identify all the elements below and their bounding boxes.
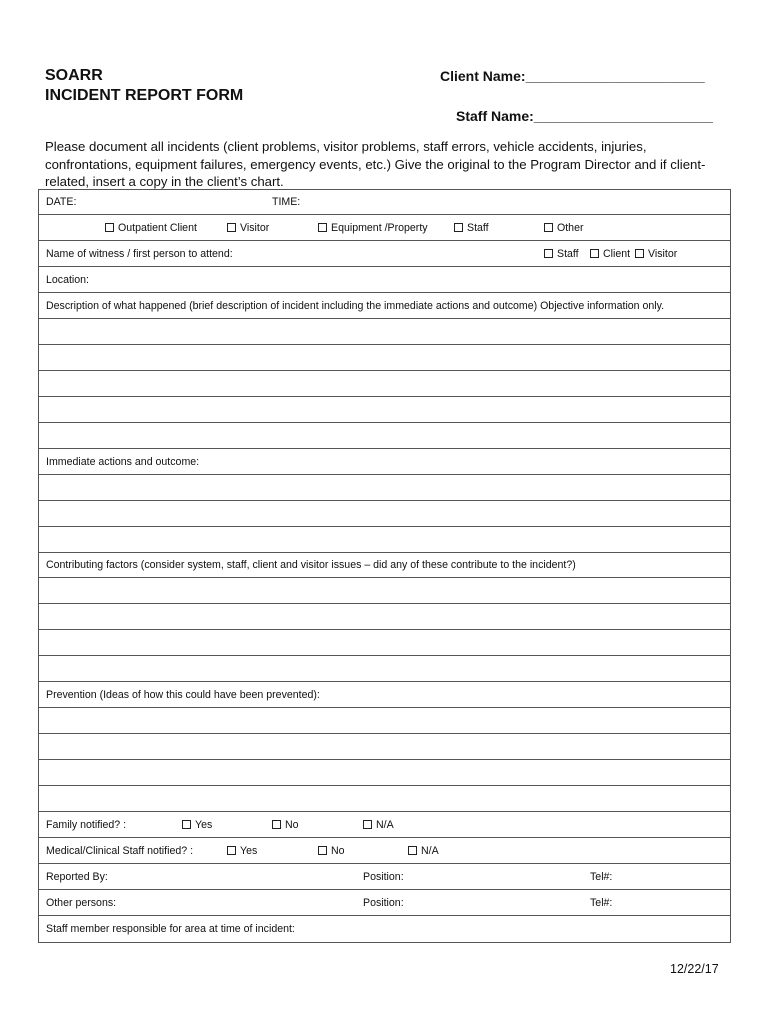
incident-type-row xyxy=(39,215,730,241)
date-label: DATE: xyxy=(46,196,77,208)
witness-row xyxy=(39,241,730,267)
checkbox-other[interactable]: Other xyxy=(544,222,584,234)
checkbox-medical-yes[interactable]: Yes xyxy=(227,845,257,857)
intro-text: Please document all incidents (client problems, visitor problems, staff errors, vehicle accidents, injuries, confrontations, equipment failures, emergency events, etc.) Give the original to the Program Director and if client-related, insert a copy in the client’s chart. xyxy=(45,139,706,189)
checkbox-medical-no[interactable]: No xyxy=(318,845,345,857)
medical-notified-label: Medical/Clinical Staff notified? : xyxy=(46,844,194,857)
prevention-row xyxy=(39,682,730,708)
contributing-factors-row xyxy=(39,553,730,578)
immediate-actions-line[interactable] xyxy=(39,501,730,527)
contributing-factors-label: Contributing factors (consider system, staff, client and visitor issues – did any of these contribute to the incident?) xyxy=(46,559,576,571)
immediate-actions-line[interactable] xyxy=(39,527,730,553)
checkbox-medical-na[interactable]: N/A xyxy=(408,845,439,857)
description-line[interactable] xyxy=(39,423,730,449)
prevention-label: Prevention (Ideas of how this could have been prevented): xyxy=(46,688,320,701)
checkbox-family-na[interactable]: N/A xyxy=(363,819,394,831)
footer-date: 12/22/17 xyxy=(670,962,719,976)
description-line[interactable] xyxy=(39,371,730,397)
prevention-line[interactable] xyxy=(39,708,730,734)
checkbox-family-yes[interactable]: Yes xyxy=(182,819,212,831)
staff-name-field[interactable]: Staff Name:_______________________ xyxy=(456,108,713,124)
reported-by-position-label: Position: xyxy=(363,870,404,883)
responsible-staff-row[interactable] xyxy=(39,916,730,942)
org-name: SOARR xyxy=(45,67,103,84)
contributing-factors-line[interactable] xyxy=(39,604,730,630)
prevention-line[interactable] xyxy=(39,786,730,812)
location-row[interactable] xyxy=(39,267,730,293)
other-persons-row[interactable] xyxy=(39,890,730,916)
location-label: Location: xyxy=(46,273,89,286)
checkbox-outpatient-client[interactable]: Outpatient Client xyxy=(105,222,197,234)
immediate-actions-line[interactable] xyxy=(39,475,730,501)
checkbox-witness-visitor[interactable]: Visitor xyxy=(635,248,677,260)
prevention-line[interactable] xyxy=(39,734,730,760)
immediate-actions-row xyxy=(39,449,730,475)
other-persons-label: Other persons: xyxy=(46,896,117,909)
incident-form-table xyxy=(38,189,731,943)
date-time-row xyxy=(39,190,730,215)
client-name-field[interactable]: Client Name:_______________________ xyxy=(440,68,705,84)
checkbox-equipment-property[interactable]: Equipment /Property xyxy=(318,222,428,234)
time-label: TIME: xyxy=(272,196,301,208)
medical-notified-row xyxy=(39,838,730,864)
checkbox-staff[interactable]: Staff xyxy=(454,222,489,234)
witness-label: Name of witness / first person to attend: xyxy=(46,247,233,260)
description-row xyxy=(39,293,730,319)
form-title: INCIDENT REPORT FORM xyxy=(45,87,244,104)
description-line[interactable] xyxy=(39,397,730,423)
reported-by-row[interactable] xyxy=(39,864,730,890)
family-notified-row xyxy=(39,812,730,838)
prevention-line[interactable] xyxy=(39,760,730,786)
description-line[interactable] xyxy=(39,345,730,371)
responsible-staff-label: Staff member responsible for area at time of incident: xyxy=(46,923,295,935)
other-persons-tel-label: Tel#: xyxy=(590,896,613,909)
other-persons-position-label: Position: xyxy=(363,896,404,909)
form-header xyxy=(45,66,243,106)
checkbox-witness-staff[interactable]: Staff xyxy=(544,248,579,260)
checkbox-family-no[interactable]: No xyxy=(272,819,299,831)
reported-by-label: Reported By: xyxy=(46,870,108,883)
checkbox-witness-client[interactable]: Client xyxy=(590,248,630,260)
checkbox-visitor[interactable]: Visitor xyxy=(227,222,269,234)
family-notified-label: Family notified? : xyxy=(46,818,127,831)
reported-by-tel-label: Tel#: xyxy=(590,870,613,883)
contributing-factors-line[interactable] xyxy=(39,630,730,656)
description-line[interactable] xyxy=(39,319,730,345)
description-label: Description of what happened (brief description of incident including the immediate actions and outcome) Objective information only. xyxy=(46,299,665,312)
contributing-factors-line[interactable] xyxy=(39,656,730,682)
immediate-actions-label: Immediate actions and outcome: xyxy=(46,455,200,468)
contributing-factors-line[interactable] xyxy=(39,578,730,604)
